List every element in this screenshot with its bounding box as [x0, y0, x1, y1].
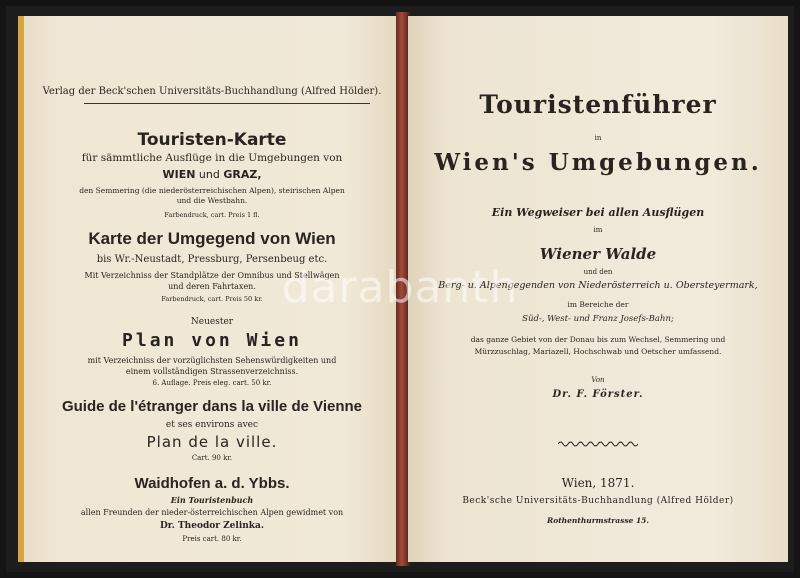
subtitle-gebiet: das ganze Gebiet von der Donau bis zum Wechsel, Semmering und Mürzzuschlag, Mariazell, Hochschwab und Oetscher umfassend.: [470, 335, 726, 356]
subtitle-bahn: Süd-, West- und Franz Josefs-Bahn;: [522, 314, 674, 324]
publisher-imprint: Beck'sche Universitäts-Buchhandlung (Alfred Hölder): [462, 496, 734, 506]
ad-waidhofen-price: Preis cart. 80 kr.: [182, 535, 242, 543]
subtitle-bereiche: im Bereiche der: [567, 300, 629, 309]
ad-waidhofen-author: Dr. Theodor Zelinka.: [159, 521, 264, 531]
left-page-advertisements: [18, 16, 400, 562]
ad-karte-umgegend-line1: bis Wr.-Neustadt, Pressburg, Persenbeug etc.: [96, 254, 328, 265]
ad-plan-von-wien-title: Plan von Wien: [122, 330, 302, 351]
open-book: [6, 6, 794, 572]
subtitle-alpengegenden: Berg- u. Alpengegenden von Niederösterreich u. Obersteyermark,: [438, 280, 758, 291]
author-connector-von: Von: [591, 376, 605, 384]
ad-plan-von-wien-desc: mit Verzeichniss der vorzüglichsten Sehenswürdigkeiten und einem vollständigen Strassenverzeichniss.: [87, 356, 337, 376]
ad-waidhofen-title: Waidhofen a. d. Ybbs.: [134, 475, 290, 492]
ornament-divider: [558, 440, 638, 448]
ad-touristen-karte-line1: für sämmtliche Ausflüge in die Umgebungen von: [81, 152, 343, 164]
ad-guide-line1: et ses environs avec: [165, 420, 259, 430]
publisher-address: Rothenthurmstrasse 15.: [546, 516, 649, 525]
ad-waidhofen-line2: allen Freunden der nieder-österreichischen Alpen gewidmet von: [80, 508, 344, 517]
ad-karte-umgegend-title: Karte der Umgegend von Wien: [88, 229, 336, 248]
ad-touristen-karte-price: Farbendruck, cart. Preis 1 fl.: [164, 211, 260, 219]
ad-plan-von-wien-price: 6. Auflage. Preis eleg. cart. 50 kr.: [152, 379, 272, 387]
publication-place-date: Wien, 1871.: [561, 476, 635, 490]
ad-guide-line2: Plan de la ville.: [146, 433, 278, 451]
ad-plan-kicker: Neuester: [190, 317, 234, 327]
author-name: Dr. F. Förster.: [552, 389, 644, 400]
book-title: Touristenführer: [479, 90, 717, 119]
publisher-divider: [84, 103, 370, 104]
subtitle-connector-und-den: und den: [583, 268, 613, 276]
ad-karte-umgegend-line2: Mit Verzeichniss der Standplätze der Omnibus und Stellwägen und deren Fahrtaxen.: [84, 271, 340, 291]
ad-guide-price: Cart. 90 kr.: [191, 454, 233, 462]
subtitle-connector-im: im: [593, 226, 603, 234]
ad-karte-umgegend-price: Farbendruck, cart. Preis 50 kr.: [161, 295, 263, 303]
ad-touristen-karte-line3: den Semmering (die niederösterreichischen Alpen), steirischen Alpen und die Westbahn.: [79, 186, 345, 205]
ad-touristen-karte-title: Touristen-Karte: [137, 130, 287, 150]
book-title-second-line: Wien's Umgebungen.: [434, 149, 762, 176]
title-connector-in: in: [594, 134, 602, 142]
right-page-title-page: [408, 16, 788, 562]
ad-waidhofen-line1: Ein Touristenbuch: [170, 495, 254, 505]
ad-touristen-karte-line2: WIEN und GRAZ,: [162, 168, 262, 181]
publisher-line: Verlag der Beck'schen Universitäts-Buchhandlung (Alfred Hölder).: [42, 86, 382, 97]
watermark-text: darabanth: [281, 262, 519, 313]
subtitle-wiener-walde: Wiener Walde: [539, 245, 657, 263]
subtitle-wegweiser: Ein Wegweiser bei allen Ausflügen: [491, 206, 705, 219]
ad-guide-title: Guide de l'étranger dans la ville de Vienne: [61, 398, 363, 415]
